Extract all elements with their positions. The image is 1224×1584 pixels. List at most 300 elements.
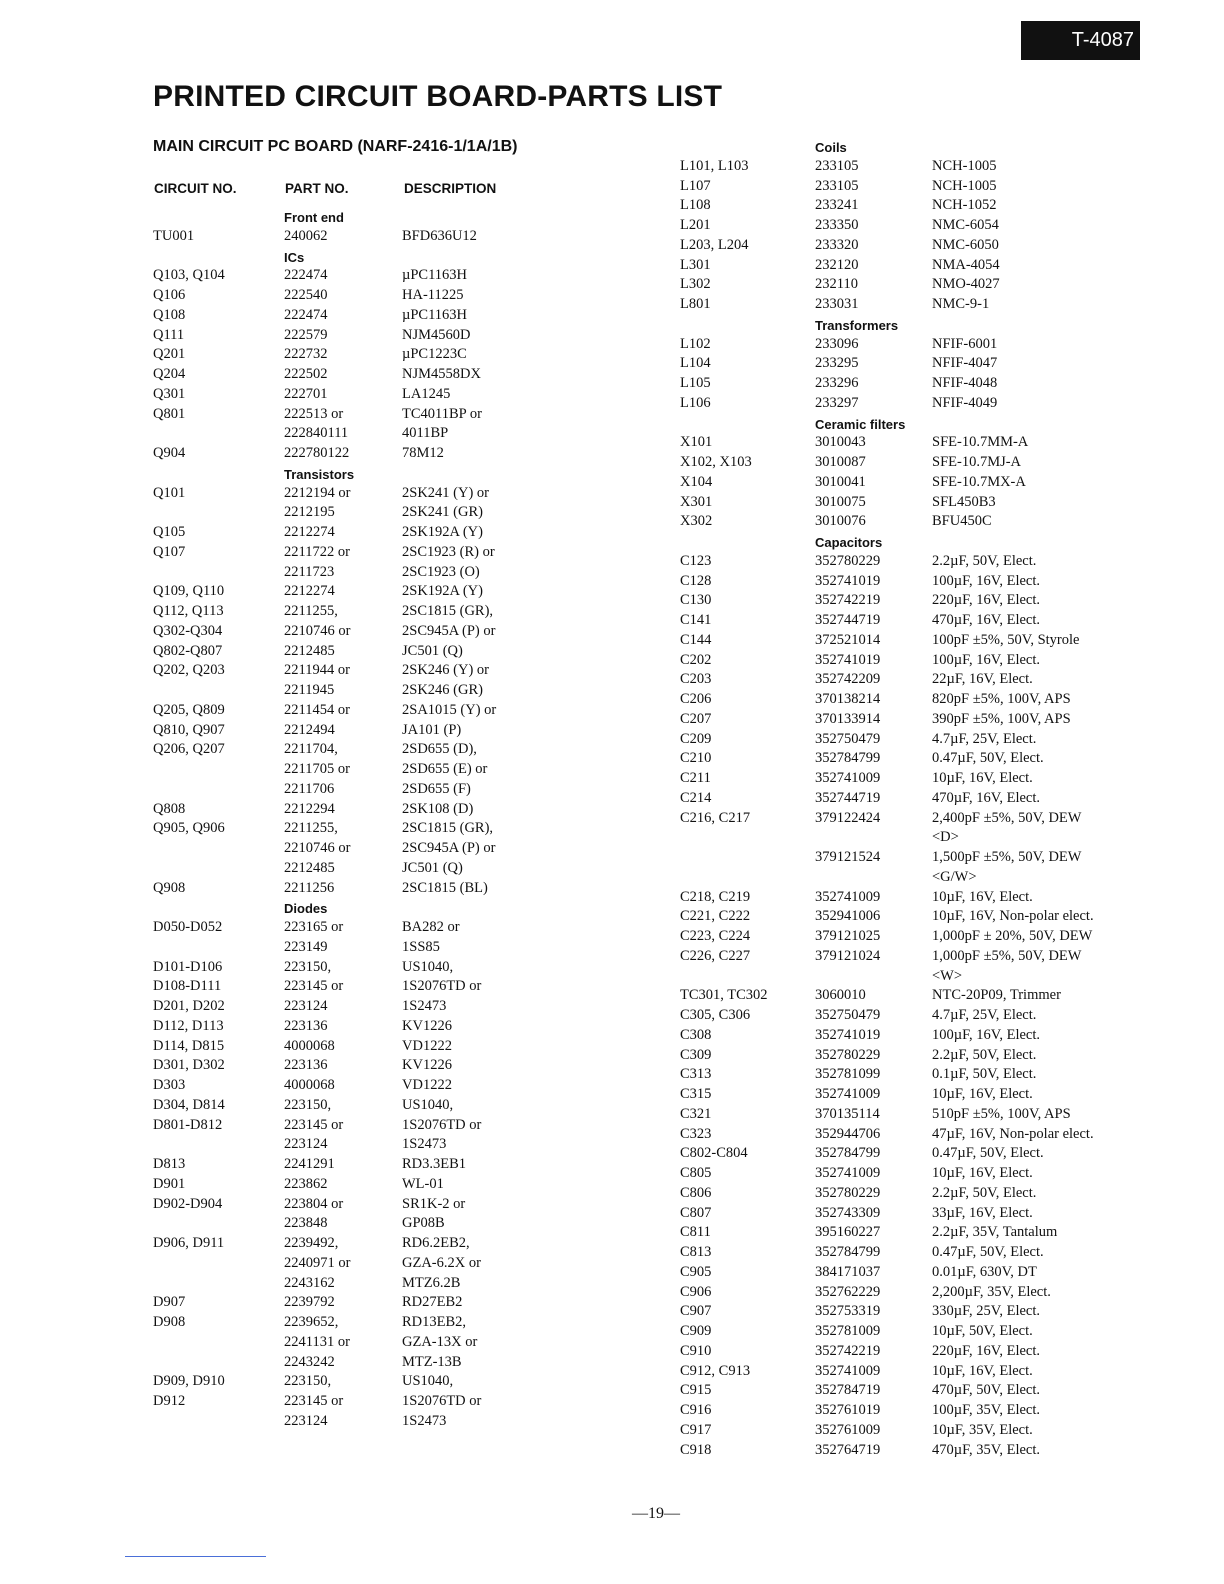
part-row (153, 265, 623, 285)
description: 1S2473 (402, 998, 447, 1014)
part-row (680, 1242, 1180, 1262)
part-row (153, 1036, 623, 1056)
circuit-no: Q201 (153, 346, 186, 363)
part-row (153, 1213, 623, 1233)
description: 10µF, 16V, Elect. (932, 1086, 1033, 1102)
section-label: Transistors (284, 466, 355, 482)
part-no: 2212274 (284, 583, 335, 600)
part-no: 352941006 (815, 908, 881, 925)
description: 2SC1815 (GR), (402, 820, 494, 837)
circuit-no: C308 (680, 1026, 712, 1043)
part-no: 352742219 (815, 1342, 881, 1359)
circuit-no: L101, L103 (680, 157, 749, 174)
part-row (680, 827, 1180, 847)
page-number: —19— (632, 1505, 680, 1522)
part-row (153, 1253, 623, 1273)
description: HA-11225 (402, 287, 464, 303)
description: 2SC1923 (O) (402, 563, 480, 580)
part-row (680, 1222, 1180, 1242)
part-no: 370135114 (815, 1105, 880, 1122)
part-row (680, 1124, 1180, 1144)
part-row (680, 1163, 1180, 1183)
part-row (153, 364, 623, 384)
part-no: 233297 (815, 394, 859, 411)
part-row (680, 1005, 1180, 1025)
part-row (680, 867, 1180, 887)
description: 22µF, 16V, Elect. (932, 671, 1033, 688)
part-no: 2211723 (284, 563, 335, 580)
description: 1,000pF ±5%, 50V, DEW (932, 947, 1082, 964)
footer-rule (125, 1556, 266, 1557)
circuit-no: D101-D106 (153, 958, 223, 975)
description: 2SK246 (Y) or (402, 662, 489, 679)
part-no: 2239652, (284, 1314, 339, 1330)
part-row (680, 452, 1180, 472)
description: 1S2076TD or (402, 978, 482, 995)
circuit-no: D050-D052 (153, 919, 223, 935)
part-row (153, 1174, 623, 1194)
part-no: 223848 (284, 1215, 328, 1232)
part-row (153, 1055, 623, 1075)
part-row (680, 432, 1180, 452)
part-no: 352742209 (815, 671, 881, 688)
part-no: 222701 (284, 385, 328, 402)
circuit-no: C313 (680, 1066, 712, 1083)
circuit-no: L301 (680, 256, 711, 273)
description: 2SK241 (GR) (402, 504, 483, 521)
part-row (680, 215, 1180, 235)
circuit-no: Q108 (153, 306, 186, 323)
part-row (680, 887, 1180, 907)
circuit-no: X301 (680, 493, 713, 510)
description: 2SK192A (Y) (402, 583, 483, 600)
part-no: 352761019 (815, 1402, 881, 1418)
part-row (680, 1203, 1180, 1223)
part-row (680, 1025, 1180, 1045)
part-row (680, 1262, 1180, 1282)
part-no: 379121524 (815, 849, 881, 865)
part-no: 352784719 (815, 1382, 881, 1399)
circuit-no: Q202, Q203 (153, 662, 225, 679)
circuit-no: C802-C804 (680, 1145, 748, 1162)
part-row (680, 768, 1180, 788)
part-no: 3010043 (815, 434, 866, 451)
part-row (153, 1134, 623, 1154)
circuit-no: C912, C913 (680, 1362, 751, 1379)
description: US1040, (402, 958, 454, 975)
part-no: 223804 or (284, 1195, 344, 1212)
part-no: 233096 (815, 335, 859, 352)
section-label: Transformers (815, 317, 899, 333)
part-no: 352741019 (815, 1026, 881, 1043)
part-no: 2243242 (284, 1353, 335, 1370)
description: RD3.3EB1 (402, 1156, 467, 1172)
part-row (153, 423, 623, 443)
description: µPC1163H (402, 267, 468, 284)
part-no: 232110 (815, 276, 858, 293)
part-no: 2212194 or (284, 484, 351, 501)
circuit-no: L203, L204 (680, 236, 749, 253)
part-row (680, 255, 1180, 275)
part-row (680, 334, 1180, 354)
circuit-no: Q205, Q809 (153, 701, 225, 718)
description: SFE-10.7MM-A (932, 434, 1029, 451)
part-row (153, 759, 623, 779)
part-no: 352781009 (815, 1323, 881, 1339)
part-no: 223862 (284, 1175, 328, 1192)
description: JA101 (P) (402, 721, 462, 738)
description: 2SC1815 (BL) (402, 879, 488, 896)
left-parts-list (153, 206, 623, 1431)
description: 4.7µF, 25V, Elect. (932, 1007, 1037, 1023)
part-no: 2212494 (284, 721, 335, 738)
part-no: 223124 (284, 998, 328, 1014)
part-no: 352784799 (815, 1244, 881, 1260)
circuit-no: L801 (680, 296, 711, 312)
page-id-badge: T-4087 (1021, 21, 1140, 60)
description: µPC1223C (402, 346, 467, 363)
part-no: 379121024 (815, 947, 881, 964)
part-no: 233105 (815, 157, 859, 174)
description: JC501 (Q) (402, 642, 463, 659)
part-row (153, 1312, 623, 1332)
part-no: 2211256 (284, 879, 335, 896)
description: 1SS85 (402, 938, 440, 955)
part-no: 223136 (284, 1017, 328, 1034)
circuit-no: C144 (680, 631, 712, 648)
circuit-no: C226, C227 (680, 947, 751, 964)
description: JC501 (Q) (402, 859, 463, 876)
part-no: 2211722 or (284, 543, 350, 560)
part-row (680, 590, 1180, 610)
description: 330µF, 25V, Elect. (932, 1303, 1041, 1320)
section-heading (680, 314, 1180, 334)
description: NJM4558DX (402, 366, 481, 382)
section-label: Ceramic filters (815, 416, 906, 432)
part-no: 240062 (284, 227, 328, 244)
part-row (153, 1194, 623, 1214)
description: 2SD655 (D), (402, 741, 477, 758)
part-no: 352780229 (815, 1046, 881, 1063)
description: 2SC1923 (R) or (402, 543, 495, 560)
description: BFU450C (932, 513, 992, 530)
description: GZA-13X or (402, 1333, 478, 1350)
circuit-no: L107 (680, 177, 711, 194)
part-no: 352780229 (815, 1184, 881, 1201)
part-row (153, 1411, 623, 1431)
description: 390pF ±5%, 100V, APS (932, 710, 1071, 727)
board-subtitle: MAIN CIRCUIT PC BOARD (NARF-2416-1/1A/1B) (153, 138, 518, 155)
description: 1,000pF ± 20%, 50V, DEW (932, 928, 1093, 944)
circuit-no: C309 (680, 1046, 712, 1063)
part-row (153, 878, 623, 898)
part-row (680, 689, 1180, 709)
description: 2.2µF, 50V, Elect. (932, 552, 1037, 569)
circuit-no: Q810, Q907 (153, 721, 225, 738)
description: KV1226 (402, 1017, 452, 1034)
circuit-no: TC301, TC302 (680, 987, 768, 1004)
part-row (153, 1095, 623, 1115)
description: 10µF, 16V, Elect. (932, 1165, 1033, 1181)
part-row (153, 799, 623, 819)
part-no: 3010076 (815, 513, 866, 530)
part-row (680, 669, 1180, 689)
circuit-no: C916 (680, 1402, 712, 1418)
circuit-no: C315 (680, 1086, 712, 1102)
part-no: 370138214 (815, 691, 881, 707)
part-row (680, 511, 1180, 531)
description: 2.2µF, 50V, Elect. (932, 1046, 1037, 1063)
description: GP08B (402, 1215, 445, 1232)
part-no: 352764719 (815, 1441, 881, 1458)
circuit-no: X104 (680, 473, 713, 490)
circuit-no: Q204 (153, 366, 186, 382)
circuit-no: C915 (680, 1382, 712, 1399)
description: <W> (932, 967, 963, 984)
description: 2SC945A (P) or (402, 840, 496, 856)
description: 10µF, 50V, Elect. (932, 1323, 1033, 1339)
section-label: Capacitors (815, 535, 883, 550)
part-row (153, 858, 623, 878)
part-row (680, 966, 1180, 986)
circuit-no: C910 (680, 1342, 712, 1359)
circuit-no: Q103, Q104 (153, 267, 225, 284)
description: 100µF, 16V, Elect. (932, 572, 1041, 589)
circuit-no: Q106 (153, 287, 186, 303)
circuit-no: C209 (680, 730, 712, 747)
part-row (153, 1273, 623, 1293)
circuit-no: Q802-Q807 (153, 642, 223, 659)
description: LA1245 (402, 385, 451, 402)
part-row (153, 601, 623, 621)
part-no: 2211705 or (284, 761, 350, 777)
part-row (153, 483, 623, 503)
part-row (680, 492, 1180, 512)
circuit-no: L102 (680, 335, 711, 352)
part-no: 223145 or (284, 1393, 344, 1409)
part-no: 395160227 (815, 1224, 881, 1241)
part-row (680, 1104, 1180, 1124)
description: 0.01µF, 630V, DT (932, 1263, 1037, 1280)
part-no: 233295 (815, 355, 859, 372)
description: 2SA1015 (Y) or (402, 701, 497, 718)
part-row (153, 621, 623, 641)
circuit-no: D902-D904 (153, 1195, 223, 1212)
part-no: 223145 or (284, 1116, 344, 1133)
part-no: 352741009 (815, 888, 881, 905)
description: 0.1µF, 50V, Elect. (932, 1066, 1037, 1083)
part-row (153, 522, 623, 542)
part-row (680, 393, 1180, 413)
description: NCH-1052 (932, 197, 997, 214)
circuit-no: C141 (680, 612, 712, 628)
part-no: 352761009 (815, 1421, 881, 1438)
circuit-no: D813 (153, 1156, 186, 1172)
section-heading (680, 413, 1180, 433)
circuit-no: C811 (680, 1224, 711, 1241)
header-description: DESCRIPTION (404, 181, 497, 196)
part-no: 2211706 (284, 780, 335, 797)
part-row (153, 226, 623, 246)
part-row (680, 1183, 1180, 1203)
part-no: 2210746 or (284, 622, 351, 639)
part-row (153, 700, 623, 720)
description: NCH-1005 (932, 157, 997, 174)
part-row (153, 1154, 623, 1174)
part-no: 233241 (815, 197, 859, 214)
description: NMC-9-1 (932, 296, 990, 312)
part-row (153, 838, 623, 858)
circuit-no: D906, D911 (153, 1235, 225, 1251)
part-no: 223165 or (284, 919, 344, 935)
part-row (680, 1380, 1180, 1400)
circuit-no: C218, C219 (680, 888, 751, 905)
part-row (680, 571, 1180, 591)
part-row (153, 1371, 623, 1391)
description: 0.47µF, 50V, Elect. (932, 1145, 1044, 1162)
part-row (680, 926, 1180, 946)
part-row (153, 1115, 623, 1135)
part-row (153, 1292, 623, 1312)
part-row (153, 1352, 623, 1372)
circuit-no: C906 (680, 1283, 712, 1300)
description: <G/W> (932, 868, 977, 885)
description: 10µF, 35V, Elect. (932, 1421, 1033, 1438)
description: µPC1163H (402, 306, 468, 323)
part-row (680, 176, 1180, 196)
circuit-no: C216, C217 (680, 809, 751, 826)
part-row (153, 1391, 623, 1411)
part-no: 2212485 (284, 859, 335, 876)
description: 1S2076TD or (402, 1116, 482, 1133)
circuit-no: C807 (680, 1204, 712, 1221)
part-row (153, 680, 623, 700)
part-no: 222840111 (284, 425, 349, 442)
part-row (153, 1332, 623, 1352)
part-no: 222780122 (284, 445, 350, 461)
description: 2.2µF, 35V, Tantalum (932, 1224, 1058, 1241)
description: 100pF ±5%, 50V, Styrole (932, 631, 1080, 648)
circuit-no: C206 (680, 691, 712, 707)
part-row (153, 305, 623, 325)
part-no: 2211704, (284, 741, 338, 758)
description: 510pF ±5%, 100V, APS (932, 1105, 1071, 1122)
part-row (153, 1233, 623, 1253)
circuit-no: Q808 (153, 800, 186, 817)
description: KV1226 (402, 1057, 452, 1074)
description: 220µF, 16V, Elect. (932, 592, 1041, 609)
description: SFE-10.7MX-A (932, 473, 1026, 490)
description: 78M12 (402, 445, 444, 461)
circuit-no: C909 (680, 1323, 712, 1339)
circuit-no: Q206, Q207 (153, 741, 225, 758)
part-row (680, 788, 1180, 808)
circuit-no: D907 (153, 1294, 186, 1311)
part-no: 2212274 (284, 524, 335, 540)
part-no: 2211255, (284, 603, 338, 619)
description: NMO-4027 (932, 276, 1000, 293)
description: WL-01 (402, 1175, 444, 1192)
part-no: 352750479 (815, 1007, 881, 1023)
description: 33µF, 16V, Elect. (932, 1204, 1033, 1221)
part-row (153, 404, 623, 424)
part-row (153, 641, 623, 661)
part-no: 379121025 (815, 928, 881, 944)
part-no: 4000068 (284, 1077, 335, 1093)
circuit-no: C202 (680, 651, 712, 668)
part-row (680, 1420, 1180, 1440)
description: 1,500pF ±5%, 50V, DEW (932, 849, 1082, 865)
part-no: 352741009 (815, 1165, 881, 1181)
circuit-no: C203 (680, 671, 712, 688)
description: NMC-6050 (932, 236, 999, 253)
circuit-no: L108 (680, 197, 711, 214)
circuit-no: D303 (153, 1077, 186, 1093)
description: 2SD655 (F) (402, 780, 471, 797)
part-no: 222474 (284, 267, 328, 284)
part-row (153, 542, 623, 562)
part-no: 352741009 (815, 1362, 881, 1379)
part-no: 222502 (284, 366, 328, 382)
part-no: 3010075 (815, 493, 866, 510)
part-row (153, 917, 623, 937)
part-row (680, 709, 1180, 729)
part-row (153, 976, 623, 996)
part-row (680, 1045, 1180, 1065)
part-row (680, 472, 1180, 492)
description: 4.7µF, 25V, Elect. (932, 730, 1037, 747)
part-no: 223124 (284, 1136, 328, 1153)
description: 2,400pF ±5%, 50V, DEW (932, 809, 1082, 826)
part-row (153, 384, 623, 404)
description: MTZ6.2B (402, 1274, 461, 1291)
description: NFIF-4048 (932, 375, 998, 391)
circuit-no: C223, C224 (680, 928, 751, 944)
part-no: 223149 (284, 938, 328, 955)
part-row (153, 996, 623, 1016)
part-no: 2212485 (284, 642, 335, 659)
part-no: 372521014 (815, 631, 881, 648)
part-no: 352762229 (815, 1283, 881, 1300)
part-row (153, 660, 623, 680)
circuit-no: L104 (680, 355, 711, 372)
circuit-no: D912 (153, 1393, 186, 1409)
section-label: Coils (815, 140, 847, 155)
description: 0.47µF, 50V, Elect. (932, 750, 1044, 767)
circuit-no: C305, C306 (680, 1007, 751, 1023)
part-row (153, 562, 623, 582)
description: RD13EB2, (402, 1314, 467, 1330)
circuit-no: Q107 (153, 543, 186, 560)
description: 470µF, 35V, Elect. (932, 1441, 1041, 1458)
description: 47µF, 16V, Non-polar elect. (932, 1125, 1094, 1142)
part-no: 352784799 (815, 750, 881, 767)
part-no: 352780229 (815, 552, 881, 569)
part-row (680, 1282, 1180, 1302)
description: 2,200µF, 35V, Elect. (932, 1283, 1051, 1300)
part-row (680, 1084, 1180, 1104)
part-row (680, 808, 1180, 828)
part-no: 222540 (284, 287, 328, 303)
part-no: 2239792 (284, 1294, 335, 1311)
description: 220µF, 16V, Elect. (932, 1342, 1041, 1359)
part-no: 2211255, (284, 820, 338, 837)
circuit-no: X302 (680, 513, 713, 530)
section-heading (153, 463, 623, 483)
circuit-no: Q905, Q906 (153, 820, 225, 837)
description: NJM4560D (402, 326, 471, 343)
description: 2SD655 (E) or (402, 761, 488, 777)
